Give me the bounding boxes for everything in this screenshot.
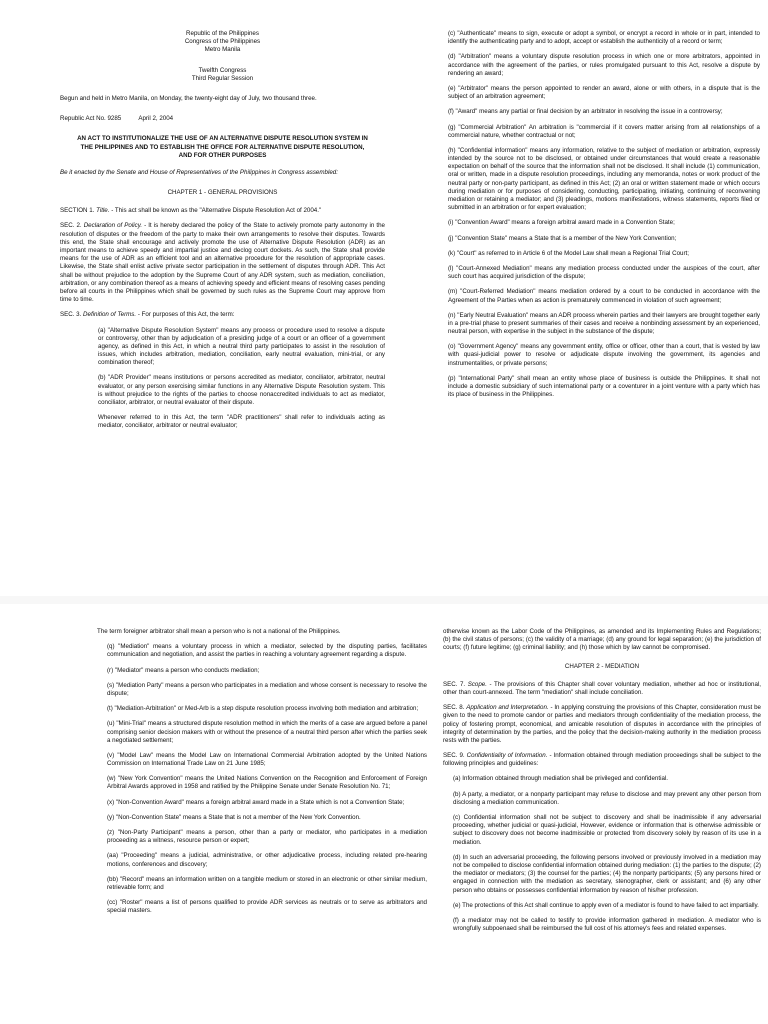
definition-item: (m) "Court-Referred Mediation" means mediation ordered by a court to be conducted in accordance with the Agreement of the Parties when as action is prematurely commenced in violation of such agreement; bbox=[448, 288, 760, 304]
header-line: Third Regular Session bbox=[191, 74, 254, 82]
definition-item: (z) "Non-Party Participant" means a person, other than a party or mediator, who participates in a mediation proceeding as a witness, resource person or expert; bbox=[107, 829, 427, 845]
section-2 bbox=[60, 222, 385, 304]
definition-item: (b) "ADR Provider" means institutions or persons accredited as mediator, conciliator, arbitrator, neutral evaluator, or any person exercising similar functions in any Alternative Dispute Resolution system. This is without prejudice to the rights of the parties to choose nonaccredited individuals to act as mediator, conciliator, arbitrator, or neutral evaluator of their dispute. bbox=[98, 374, 385, 406]
section-number: SEC. 2. bbox=[60, 222, 84, 230]
section-heading: Scope. bbox=[467, 680, 487, 688]
section-text: - Information obtained through mediation proceedings shall be subject to the following principles and guidelines: bbox=[443, 752, 762, 768]
page2-right-column bbox=[443, 628, 761, 940]
section-9 bbox=[443, 752, 761, 768]
paragraph: The term foreigner arbitrator shall mean a person who is not a national of the Philippines. bbox=[97, 628, 341, 635]
section-number: SEC. 3. bbox=[60, 311, 84, 319]
section-3 bbox=[60, 311, 385, 319]
definition-item: (aa) "Proceeding" means a judicial, administrative, or other adjudicative process, including related pre-hearing motions, conferences and discovery; bbox=[107, 852, 427, 868]
principle-item: (f) a mediator may not be called to testify to provide information gathered in mediation. A mediator who is wrongfully subpoenaed shall be reimbursed the full cost of his attorney's fees and related expenses. bbox=[453, 916, 761, 933]
principle-item: (a) Information obtained through mediation shall be privileged and confidential. bbox=[453, 775, 668, 783]
section-number: SECTION 1. bbox=[60, 207, 97, 215]
section-text: - It is hereby declared the policy of the State to actively promote party autonomy in the resolution of disputes or the freedom of the party to make their own arrangements to resolve their disputes. Towards this end, the State shall encourage and actively promote the use of Alternative Dispute Resolution (ADR) as an important means to achieve speedy and impartial justice and declog court dockets. As such, the State shall provide means for the use of ADR as an efficient tool and an alternative procedure for the resolution of appropriate cases. Likewise, the State shall enlist active private sector participation in the settlement of disputes through ADR. This Act shall be without prejudice to the adoption by the Supreme Court of any ADR system, such as mediation, conciliation, arbitration, or any combination thereof as a means of achieving speedy and efficient means of resolving cases pending before all courts in the Philippines which shall be governed by such rules as the Supreme Court may approve from time to time. bbox=[60, 222, 386, 304]
chapter-heading: CHAPTER 2 - MEDIATION bbox=[564, 662, 640, 670]
definition-item: (u) "Mini-Trial" means a structured dispute resolution method in which the merits of a case are argued before a panel comprising senior decision makers with or without the presence of a neutral third person after which the parties seek a negotiated settlement; bbox=[107, 720, 427, 744]
definition-item: (q) "Mediation" means a voluntary process in which a mediator, selected by the disputing parties, facilitates communication and negotiation, and assist the parties in reaching a voluntary agreement regarding a dispute. bbox=[107, 643, 427, 659]
definition-item: (d) "Arbitration" means a voluntary dispute resolution process in which one or more arbitrators, appointed in accordance with the agreement of the parties, or rules promulgated pursuant to this Act, resolve a dispute by rendering an award; bbox=[448, 53, 760, 77]
definition-item: (x) "Non-Convention Award" means a foreign arbitral award made in a State which is not a Convention State; bbox=[107, 798, 405, 806]
principle-item: (c) Confidential information shall not be subject to discovery and shall be inadmissible if any adversarial proceeding, whether judicial or quasi-judicial, However, evidence or information that is otherwise admissible or subject to discovery does not become inadmissible or protected from discovery solely by reason of its use in a mediation. bbox=[453, 814, 761, 846]
section-heading: Confidentiality of Information. bbox=[466, 752, 548, 760]
definition-item: (k) "Court" as referred to in Article 6 of the Model Law shall mean a Regional Trial Court; bbox=[448, 249, 689, 257]
page-separator bbox=[0, 596, 768, 604]
section-heading: Declaration of Policy. bbox=[83, 222, 143, 230]
definition-item: (v) "Model Law" means the Model Law on International Commercial Arbitration adopted by the United Nations Commission on International Trade Law on 21 June 1985; bbox=[107, 751, 427, 768]
section-label bbox=[443, 752, 547, 759]
header-line: Metro Manila bbox=[204, 46, 241, 54]
section-heading: Application and Interpretation. bbox=[466, 704, 549, 712]
enacting-clause: Be it enacted by the Senate and House of Representatives of the Philippines in Congress assembled: bbox=[60, 168, 338, 176]
section-label bbox=[60, 222, 142, 229]
definition-item: (n) "Early Neutral Evaluation" means an ADR process wherein parties and their lawyers are brought together early in a pre-trial phase to present summaries of their cases and receive a nonbinding assessment by an experienced, neutral person, with expertise in the subject in the substance of the dispute; bbox=[448, 311, 760, 336]
section-text: - The provisions of this Chapter shall cover voluntary mediation, whether ad hoc or institutional, other than court-annexed. The term "mediation" shall include conciliation. bbox=[443, 680, 761, 696]
paragraph: otherwise known as the Labor Code of the Philippines, as amended and its Implementing Rules and Regulations; (b) the civil status of persons; (c) the validity of a marriage; (d) any ground for legal separation; (e) the jurisdiction of courts; (f) future legitime; (g) criminal liability; and (h) those which by law cannot be compromised. bbox=[443, 628, 761, 652]
document-page-2 bbox=[0, 604, 768, 1024]
section-label bbox=[443, 704, 549, 711]
section-text: - In applying construing the provisions of this Chapter, consideration must be given to the need to promote candor or parties and mediators through confidentiality of the mediation process, the policy of fostering prompt, economical, and amicable resolution of disputes in accordance with the principles of integrity of determination by the parties, and the policy that the decision-making authority in the mediation process rests with the parties. bbox=[443, 704, 761, 744]
act-date: April 2, 2004 bbox=[138, 115, 174, 123]
definition-item: (i) "Convention Award" means a foreign arbitral award made in a Convention State; bbox=[448, 219, 675, 227]
section-heading: Definition of Terms. bbox=[83, 311, 137, 319]
section-8 bbox=[443, 704, 761, 745]
definition-item: Whenever referred to in this Act, the term "ADR practitioners" shall refer to individuals acting as mediator, conciliator, arbitrator or neutral evaluator; bbox=[98, 414, 385, 430]
definition-item: (a) "Alternative Dispute Resolution System" means any process or procedure used to resolve a dispute or controversy, other than by adjudication of a presiding judge of a court or an officer of a government agency, as defined in this Act, in which a neutral third party participates to assist in the resolution of issues, which includes arbitration, mediation, conciliation, early neutral evaluation, mini-trial, or any combination thereof; bbox=[98, 326, 385, 367]
chapter-heading: CHAPTER 1 - GENERAL PROVISIONS bbox=[167, 189, 278, 197]
principle-item: (e) The protections of this Act shall continue to apply even of a mediator is found to have failed to act impartially. bbox=[453, 901, 759, 909]
begun-statement: Begun and held in Metro Manila, on Monday, the twenty-eight day of July, two thousand three. bbox=[60, 94, 317, 102]
definition-item: (t) "Mediation-Arbitration" or Med-Arb is a step dispute resolution process involving both mediation and arbitration; bbox=[107, 705, 419, 713]
definition-item: (s) "Mediation Party" means a person who participates in a mediation and whose consent is necessary to resolve the dispute; bbox=[107, 681, 427, 697]
header-line: Twelfth Congress bbox=[198, 66, 247, 74]
definition-item: (f) "Award" means any partial or final decision by an arbitrator in resolving the issue in a controversy; bbox=[448, 108, 723, 116]
definition-item: (h) "Confidential information" means any information, relative to the subject of mediation or arbitration, expressly intended by the source not to be disclosed, or obtained under circumstances that would create a reasonable expectation on behalf of the source that the information shall not be disclosed. It shall include (1) communication, oral or written, made in a dispute resolution proceedings, including any memoranda, notes or work product of the neutral party or non-party participant, as defined in this Act; (2) an oral or written statement made or which occurs during mediation or for purposes of considering, conducting, participating, initiating, continuing of reconvening mediation or retaining a mediator; and (3) pleadings, motions manifestations, witness statements, reports filed or submitted in an arbitration or for expert evaluation; bbox=[448, 146, 760, 212]
section-label bbox=[443, 681, 487, 688]
section-7 bbox=[443, 681, 761, 697]
page1-right-column bbox=[448, 30, 760, 406]
section-number: SEC. 9. bbox=[443, 752, 467, 760]
principle-item: (d) In such an adversarial proceeding, the following persons involved or previously involved in a mediation may not be compelled to disclose confidential information obtained during mediation: (1) the parties to the dispute; (2) the mediator or mediators; (3) the counsel for the parties; (4) the nonparty participants; (5) any persons hired or engaged in connection with the mediation as secretary, stenographer, clerk or assistant; and (6) any other person who obtains or possesses confidential information by reason of his/her profession. bbox=[453, 853, 761, 894]
section-text: - This act shall be known as the "Alternative Dispute Resolution Act of 2004." bbox=[109, 207, 322, 215]
definition-item: (j) "Convention State" means a State that is a member of the New York Convention; bbox=[448, 234, 677, 242]
header-line: Congress of the Philippines bbox=[184, 38, 261, 46]
act-number-line bbox=[60, 115, 385, 123]
act-number: Republic Act No. 9285 bbox=[60, 115, 122, 123]
act-title: AN ACT TO INSTITUTIONALIZE THE USE OF AN ALTERNATIVE DISPUTE RESOLUTION SYSTEM IN THE PHILIPPINES AND TO ESTABLISH THE OFFICE FOR ALTERNATIVE DISPUTE RESOLUTION, AND FOR OTHER PURPOSES bbox=[77, 135, 368, 159]
definition-item: (r) "Mediator" means a person who conducts mediation; bbox=[107, 666, 260, 674]
definition-item: (y) "Non-Convention State" means a State that is not a member of the New York Convention. bbox=[107, 813, 361, 821]
section-label bbox=[60, 207, 109, 214]
section-label bbox=[60, 311, 136, 318]
definition-item: (l) "Court-Annexed Mediation" means any mediation process conducted under the auspices of the court, after such court has acquired jurisdiction of the dispute; bbox=[448, 264, 760, 281]
definition-item: (bb) "Record" means an information written on a tangible medium or stored in an electronic or other similar medium, retrievable form; and bbox=[107, 875, 427, 891]
section-1 bbox=[60, 207, 385, 215]
page2-left-column bbox=[97, 628, 427, 923]
definition-item: (w) "New York Convention" means the United Nations Convention on the Recognition and Enforcement of Foreign Arbitral Awards approved in 1958 and ratified by the Philippine Senate under Senate Resolution No. 71; bbox=[107, 775, 427, 791]
definition-item: (c) "Authenticate" means to sign, execute or adopt a symbol, or encrypt a record in whole or in part, intended to identify the authenticating party and to adopt, accept or establish the authenticity of a record or term; bbox=[448, 30, 760, 46]
section-number: SEC. 8. bbox=[443, 704, 467, 712]
section-number: SEC. 7. bbox=[443, 680, 468, 688]
section-text: - For purposes of this Act, the term: bbox=[136, 311, 235, 319]
section-heading: Title. bbox=[96, 207, 110, 215]
principle-item: (b) A party, a mediator, or a nonparty participant may refuse to disclose and may prevent any other person from disclosing a mediation communication. bbox=[453, 790, 761, 806]
definition-item: (cc) "Roster" means a list of persons qualified to provide ADR services as neutrals or to serve as arbitrators and special masters. bbox=[107, 899, 427, 915]
definition-item: (e) "Arbitrator" means the person appointed to render an award, alone or with others, in a dispute that is the subject of an arbitration agreement; bbox=[448, 84, 760, 101]
page1-left-column bbox=[60, 30, 385, 438]
header-line: Republic of the Philippines bbox=[186, 30, 259, 37]
definition-item: (o) "Government Agency" means any government entity, office or officer, other than a court, that is vested by law with quasi-judicial power to resolve or adjudicate dispute involving the government, its agencies and instrumentalities, or private persons; bbox=[448, 343, 760, 367]
definition-item: (p) "International Party" shall mean an entity whose place of business is outside the Philippines. It shall not include a domestic subsidiary of such international party or a coventurer in a joint venture with a party which has its place of business in the Philippines. bbox=[448, 374, 760, 399]
definition-item: (g) "Commercial Arbitration" An arbitration is "commercial if it covers matter arising from all relationships of a commercial nature, whether contractual or not; bbox=[448, 123, 760, 139]
